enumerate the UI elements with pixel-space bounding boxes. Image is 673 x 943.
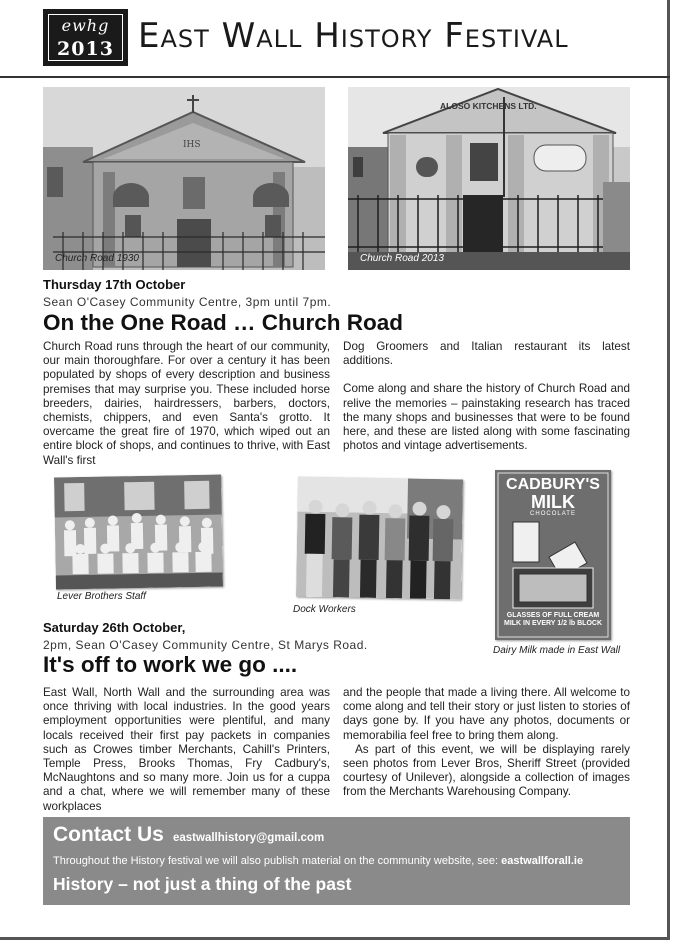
event2-venue: 2pm, Sean O'Casey Community Centre, St Marys Road. (43, 638, 368, 652)
lever-caption: Lever Brothers Staff (57, 591, 146, 602)
event1-col1 (43, 340, 330, 468)
tagline: History – not just a thing of the past (53, 874, 352, 894)
paragraph: Come along and share the history of Church Road and relive the memories – painstaking research has traced the many shops and businesses that were to be found here, and these are listed along with some fascinating photos and vintage advertisements. (343, 382, 630, 453)
cadbury-ad-image (495, 470, 611, 640)
logo-year: 2013 (57, 38, 114, 60)
page-title: East Wall History Festival (138, 16, 569, 56)
event2-col2 (343, 686, 630, 800)
event2-col1 (43, 686, 330, 814)
paragraph: Dog Groomers and Italian restaurant its latest additions. (343, 340, 630, 368)
event1-heading: On the One Road … Church Road (43, 310, 404, 335)
cadbury-brand: CADBURY'S (506, 476, 600, 493)
contact-heading: Contact Us (53, 823, 164, 846)
contact-box (43, 817, 630, 905)
logo-text: ewhg (61, 16, 110, 35)
website-link[interactable]: eastwallforall.ie (501, 855, 584, 867)
dock-caption: Dock Workers (293, 604, 356, 615)
event1-col2 (343, 340, 630, 453)
cadbury-milk: MILK (531, 492, 575, 512)
header-divider (0, 76, 670, 78)
ewhg-logo (43, 9, 128, 66)
lever-brothers-photo (54, 475, 223, 590)
event1-date: Thursday 17th October (43, 277, 186, 292)
contact-info (53, 855, 583, 867)
church-road-2013-photo (348, 87, 630, 270)
paragraph: Church Road runs through the heart of our community, our main thoroughfare. For over a century it has been populated by shops of every description and business premises that may surprise you. These included horse breeders, dairies, hairdressers, barbers, doctors, chemists, chippers, and even Santa's grotto. It overcame the great fire of 1970, which wiped out an entire block of shops, and continues to thrive, with East Wall's first (43, 340, 330, 467)
church-road-1930-photo (43, 87, 325, 270)
dock-workers-photo (296, 477, 463, 600)
contact-info-text: Throughout the History festival we will also publish material on the community website, see: (53, 855, 499, 867)
svg-text:IHS: IHS (183, 140, 201, 150)
event2-date: Saturday 26th October, (43, 620, 186, 635)
contact-email-link[interactable]: eastwallhistory@gmail.com (173, 832, 325, 844)
paragraph: As part of this event, we will be displaying rarely seen photos from Lever Bros, Sheriff Street (provided courtesy of Unilever), alongside a collection of images from the Merchants Warehousing Company. (343, 742, 630, 799)
paragraph: and the people that made a living there. All welcome to come along and tell their story or just listen to stories of days gone by. If you have any photos, documents or memorabilia feel free to bring them along. (343, 686, 630, 742)
paragraph: East Wall, North Wall and the surrounding area was once thriving with local industries. In the good years employment opportunities were plentiful, and many locals received their first pay packets in companies such as Crowes timber Merchants, Cahill's Printers, Temple Press, Brooks Thomas, Fry Cadbury's, McNaughtons and so many more. Join us for a cuppa and a chat, where we will remember many of these workplaces (43, 686, 330, 813)
building-sign: ALOSO KITCHENS LTD. (440, 101, 537, 111)
photo-caption: Church Road 1930 (55, 253, 139, 264)
photo-caption: Church Road 2013 (360, 253, 444, 264)
event1-venue: Sean O'Casey Community Centre, 3pm until 7pm. (43, 295, 332, 309)
cadbury-slogan: GLASSES OF FULL CREAM MILK IN EVERY 1/2 lb BLOCK (503, 612, 602, 627)
cadbury-caption: Dairy Milk made in East Wall (493, 645, 621, 656)
event2-heading: It's off to work we go .... (43, 652, 298, 677)
cadbury-choc: CHOCOLATE (530, 511, 576, 517)
